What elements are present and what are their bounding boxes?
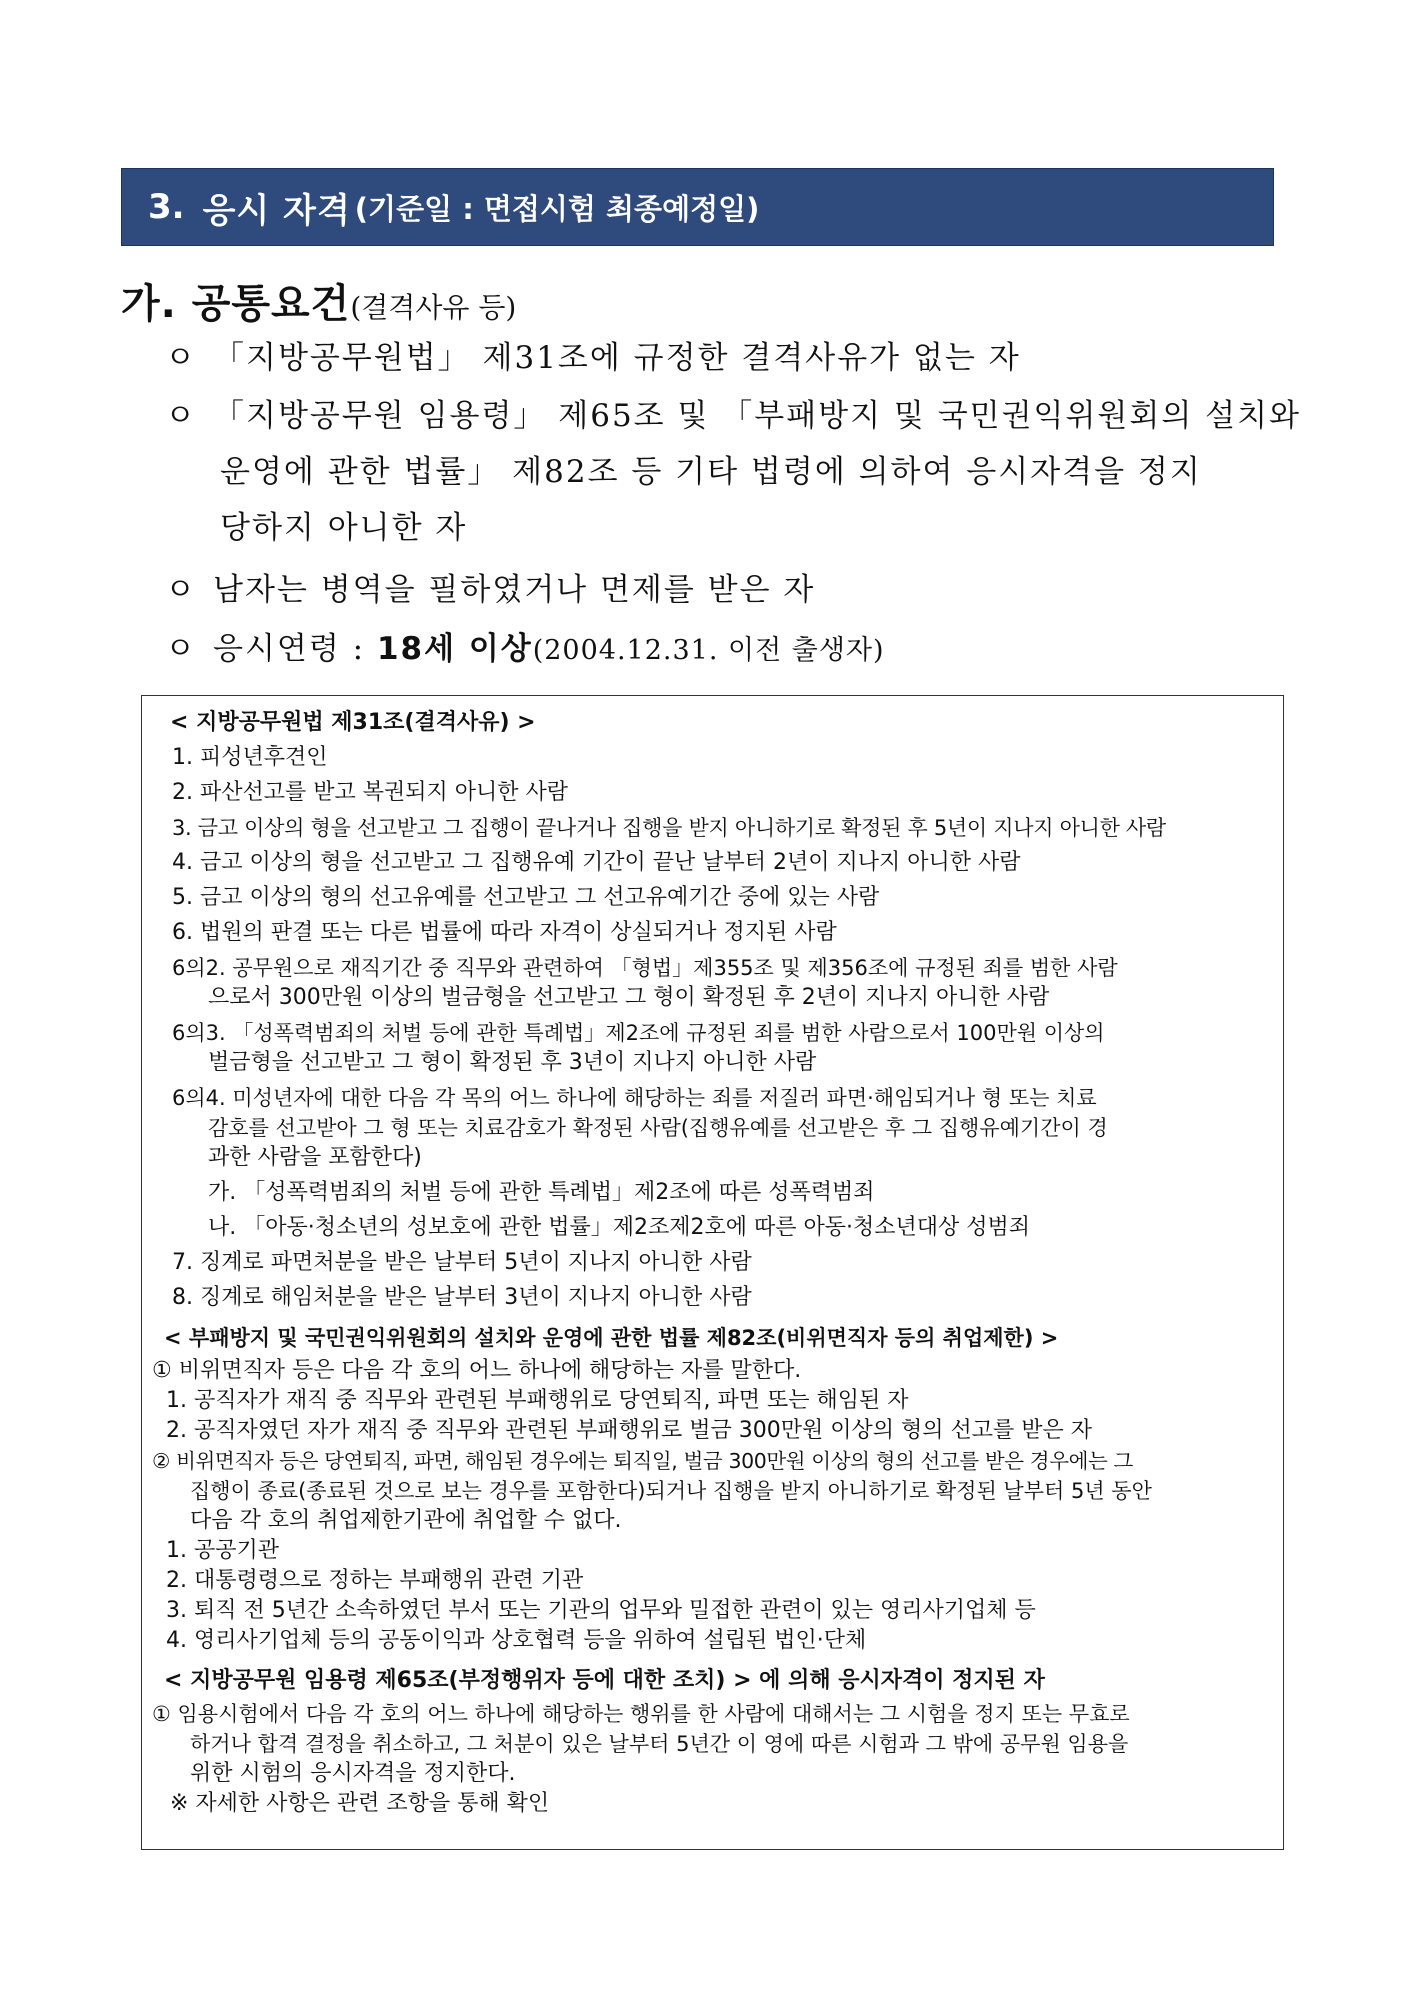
list-item: 2. 파산선고를 받고 복권되지 아니한 사람: [172, 780, 568, 805]
bullet-text-cont: 운영에 관한 법률」 제82조 등 기타 법령에 의하여 응시자격을 정지: [220, 454, 1202, 490]
section-header: [121, 168, 1274, 246]
list-item: 8. 징계로 해임처분을 받은 날부터 3년이 지나지 아니한 사람: [172, 1285, 752, 1310]
list-item: 7. 징계로 파면처분을 받은 날부터 5년이 지나지 아니한 사람: [172, 1250, 752, 1275]
subsection-paren: (결격사유 등): [350, 291, 517, 324]
list-item: 2. 대통령령으로 정하는 부패행위 관련 기관: [166, 1568, 584, 1593]
bullet-item-4: [165, 621, 1305, 679]
subsection-title: 가. 공통요건: [121, 281, 351, 327]
list-item: 6의2. 공무원으로 재직기간 중 직무와 관련하여 「형법」제355조 및 제356조에 규정된 죄를 범한 사람: [172, 956, 1118, 980]
list-item-cont: 감호를 선고받아 그 형 또는 치료감호가 확정된 사람(집행유예를 선고받은 후 그 집행유예기간이 경: [208, 1116, 1108, 1140]
bullet-text: 「지방공무원 임용령」 제65조 및 「부패방지 및 국민권익위원회의 설치와: [213, 398, 1301, 434]
art65-header: < 지방공무원 임용령 제65조(부정행위자 등에 대한 조치) > 에 의해 응시자격이 정지된 자: [164, 1668, 1045, 1693]
list-item: 4. 금고 이상의 형을 선고받고 그 집행유예 기간이 끝난 날부터 2년이 지나지 아니한 사람: [172, 850, 1021, 875]
birth-date-note: (2004.12.31. 이전 출생자): [532, 635, 885, 666]
bullet-marker: ㅇ: [165, 340, 197, 376]
list-item: 6의3. 「성폭력범죄의 처벌 등에 관한 특례법」제2조에 규정된 죄를 범한 사람으로서 100만원 이상의: [172, 1021, 1105, 1045]
list-item: ① 임용시험에서 다음 각 호의 어느 하나에 해당하는 행위를 한 사람에 대해서는 그 시험을 정지 또는 무효로: [152, 1702, 1130, 1726]
bullet-marker: ㅇ: [165, 572, 197, 608]
age-requirement: 18세 이상: [376, 631, 533, 667]
list-sub-item: 가. 「성폭력범죄의 처벌 등에 관한 특례법」제2조에 따른 성폭력범죄: [208, 1180, 875, 1205]
list-item: ② 비위면직자 등은 당연퇴직, 파면, 해임된 경우에는 퇴직일, 벌금 300만원 이상의 형의 선고를 받은 경우에는 그: [152, 1449, 1133, 1473]
list-item: 6. 법원의 판결 또는 다른 법률에 따라 자격이 상실되거나 정지된 사람: [172, 920, 837, 945]
list-item: 4. 영리사기업체 등의 공동이익과 상호협력 등을 위하여 설립된 법인·단체: [166, 1628, 867, 1653]
bullet-text: 응시연령 :: [213, 631, 377, 667]
bullet-text-cont: 당하지 아니한 자: [220, 510, 468, 546]
bullet-marker: ㅇ: [165, 398, 197, 434]
bullet-item-3: [165, 562, 1305, 618]
bullet-item-2: [165, 388, 1305, 556]
section-title: 응시 자격: [202, 190, 351, 231]
section-number: 3.: [148, 187, 185, 227]
art31-header: < 지방공무원법 제31조(결격사유) >: [170, 710, 536, 735]
bullet-item-1: [165, 330, 1305, 386]
art82-header: < 부패방지 및 국민권익위원회의 설치와 운영에 관한 법률 제82조(비위면직자 등의 취업제한) >: [164, 1326, 1059, 1350]
subsection-heading: [121, 272, 516, 329]
list-item: ① 비위면직자 등은 다음 각 호의 어느 하나에 해당하는 자를 말한다.: [152, 1358, 802, 1383]
bullet-text: 「지방공무원법」 제31조에 규정한 결격사유가 없는 자: [213, 340, 1021, 376]
list-item-cont: 벌금형을 선고받고 그 형이 확정된 후 3년이 지나지 아니한 사람: [208, 1050, 817, 1075]
list-item-cont: 하거나 합격 결정을 취소하고, 그 처분이 있은 날부터 5년간 이 영에 따른 시험과 그 밖에 공무원 임용을: [190, 1732, 1129, 1756]
legal-reference-box: [141, 695, 1284, 1850]
list-item-cont: 다음 각 호의 취업제한기관에 취업할 수 없다.: [190, 1508, 622, 1533]
section-subtitle: (기준일 : 면접시험 최종예정일): [354, 191, 760, 226]
list-item: 3. 퇴직 전 5년간 소속하였던 부서 또는 기관의 업무와 밀접한 관련이 있는 영리사기업체 등: [166, 1598, 1036, 1623]
list-item: 1. 공공기관: [166, 1538, 279, 1563]
list-item: 3. 금고 이상의 형을 선고받고 그 집행이 끝나거나 집행을 받지 아니하기로 확정된 후 5년이 지나지 아니한 사람: [172, 816, 1166, 840]
list-item-cont: 위한 시험의 응시자격을 정지한다.: [190, 1761, 516, 1786]
list-item: 1. 피성년후견인: [172, 745, 328, 770]
list-sub-item: 나. 「아동·청소년의 성보호에 관한 법률」제2조제2호에 따른 아동·청소년대상 성범죄: [208, 1215, 1030, 1240]
list-item-cont: 집행이 종료(종료된 것으로 보는 경우를 포함한다)되거나 집행을 받지 아니하기로 확정된 날부터 5년 동안: [190, 1479, 1152, 1503]
note-text: ※ 자세한 사항은 관련 조항을 통해 확인: [170, 1791, 550, 1816]
bullet-marker: ㅇ: [165, 631, 197, 667]
list-item: 2. 공직자였던 자가 재직 중 직무와 관련된 부패행위로 벌금 300만원 이상의 형의 선고를 받은 자: [166, 1418, 1092, 1443]
bullet-text: 남자는 병역을 필하였거나 면제를 받은 자: [213, 572, 816, 608]
list-item: 6의4. 미성년자에 대한 다음 각 목의 어느 하나에 해당하는 죄를 저질러 파면·해임되거나 형 또는 치료: [172, 1086, 1097, 1110]
list-item-cont: 으로서 300만원 이상의 벌금형을 선고받고 그 형이 확정된 후 2년이 지나지 아니한 사람: [208, 985, 1050, 1010]
list-item: 1. 공직자가 재직 중 직무와 관련된 부패행위로 당연퇴직, 파면 또는 해임된 자: [166, 1388, 909, 1413]
list-item: 5. 금고 이상의 형의 선고유예를 선고받고 그 선고유예기간 중에 있는 사람: [172, 885, 880, 910]
list-item-cont: 과한 사람을 포함한다): [208, 1145, 422, 1170]
